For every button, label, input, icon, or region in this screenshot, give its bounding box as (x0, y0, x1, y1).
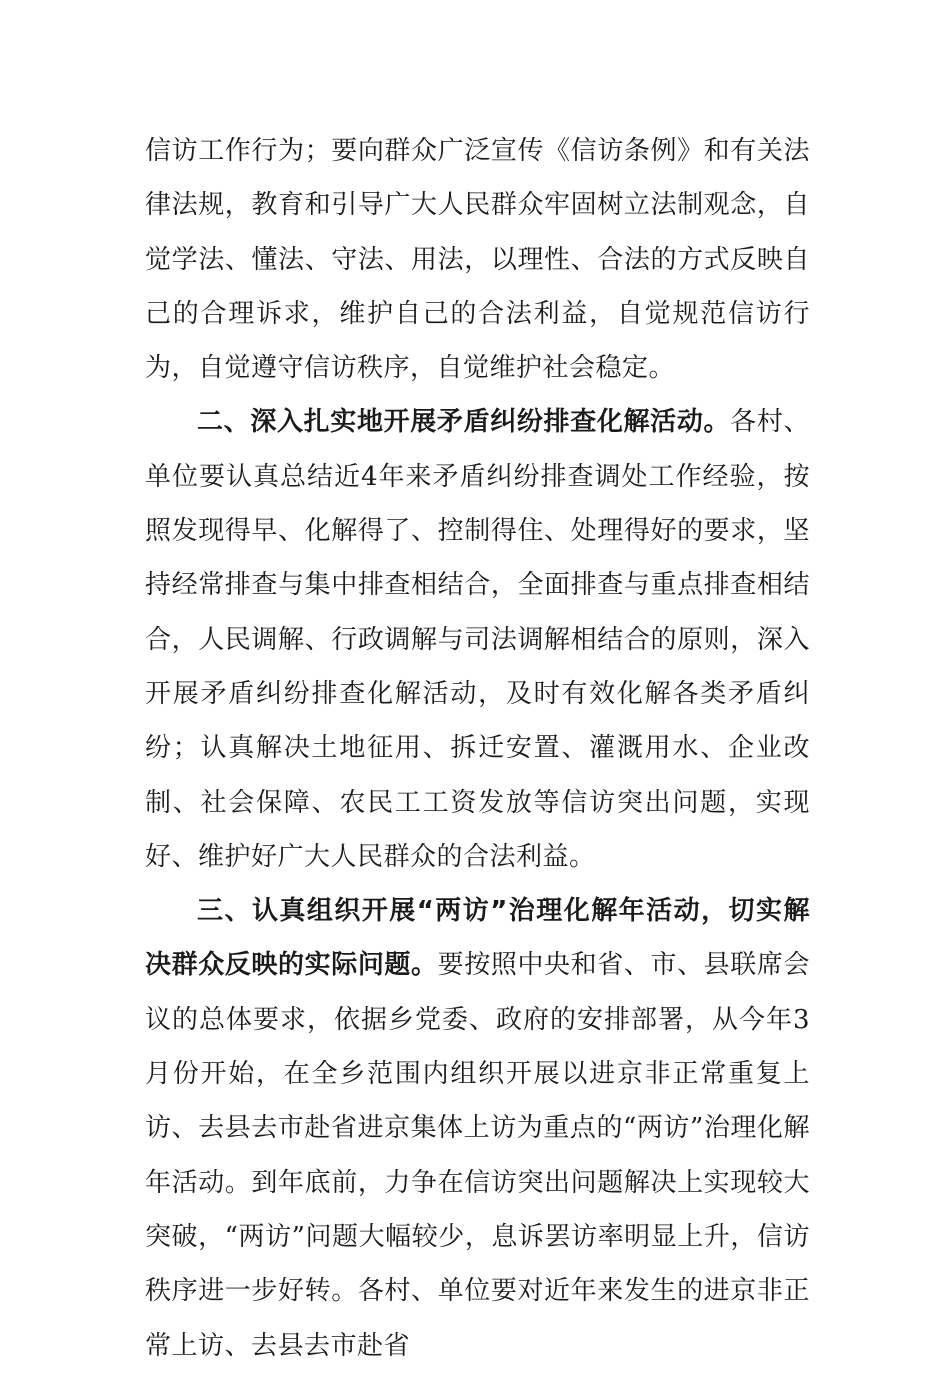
paragraph-section-three (145, 884, 810, 1373)
section-three-body: 要按照中央和省、市、县联席会议的总体要求，依据乡党委、政府的安排部署，从今年3月份开始，在全乡范围内组织开展以进京非正常重复上访、去县去市赴省进京集体上访为重点的“两访”治理化解年活动。到年底前，力争在信访突出问题解决上实现较大突破，“两访”问题大幅较少，息诉罢访率明显上升，信访秩序进一步好转。各村、单位要对近年来发生的进京非正常上访、去县去市赴省 (145, 950, 810, 1361)
section-two-body: 各村、单位要认真总结近4年来矛盾纠纷排查调处工作经验，按照发现得早、化解得了、控制得住、处理得好的要求，坚持经常排查与集中排查相结合，全面排查与重点排查相结合，人民调解、行政调解与司法调解相结合的原则，深入开展矛盾纠纷排查化解活动，及时有效化解各类矛盾纠纷；认真解决土地征用、拆迁安置、灌溉用水、企业改制、社会保障、农民工工资发放等信访突出问题，实现好、维护好广大人民群众的合法利益。 (145, 407, 810, 872)
section-three-heading: 三、认真组织开展“两访”治理化解年活动，切实解决群众反映的实际问题。 (145, 896, 810, 981)
paragraph-section-two (145, 395, 810, 884)
document-body (145, 124, 810, 1373)
paragraph-continuation (145, 124, 810, 395)
section-two-heading: 二、深入扎实地开展矛盾纠纷排查化解活动。 (197, 407, 731, 438)
paragraph-1-body: 信访工作行为；要向群众广泛宣传《信访条例》和有关法律法规，教育和引导广大人民群众牢固树立法制观念，自觉学法、懂法、守法、用法，以理性、合法的方式反映自己的合理诉求，维护自己的合法利益，自觉规范信访行为，自觉遵守信访秩序，自觉维护社会稳定。 (145, 136, 810, 384)
